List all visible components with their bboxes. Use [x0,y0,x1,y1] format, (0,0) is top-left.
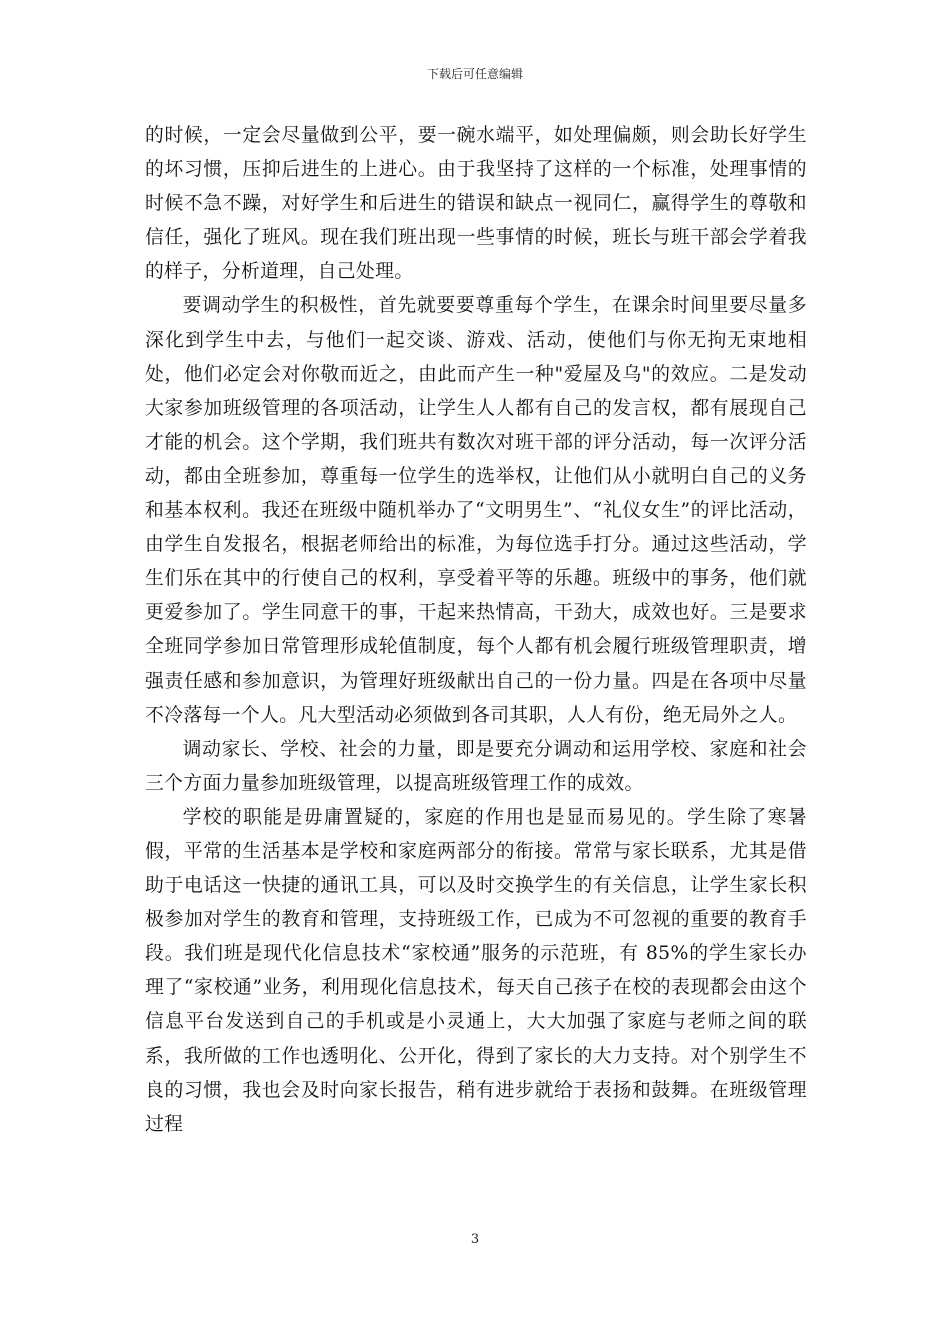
paragraph-3: 调动家长、学校、社会的力量，即是要充分调动和运用学校、家庭和社会三个方面力量参加班级管理，以提高班级管理工作的成效。 [145,738,807,794]
page-number: 3 [470,1232,480,1247]
paragraph-1: 的时候，一定会尽量做到公平，要一碗水端平，如处理偏颇，则会助长好学生的坏习惯，压抑后进生的上进心。由于我坚持了这样的一个标准，处理事情的时候不急不躁，对好学生和后进生的错误和缺点一视同仁，赢得学生的尊敬和信任，强化了班风。现在我们班出现一些事情的时候，班长与班干部会学着我的样子，分析道理，自己处理。 [145,125,807,283]
paragraph-4: 学校的职能是毋庸置疑的，家庭的作用也是显而易见的。学生除了寒暑假，平常的生活基本是学校和家庭两部分的衔接。常常与家长联系，尤其是借助于电话这一快捷的通讯工具，可以及时交换学生的有关信息，让学生家长积极参加对学生的教育和管理，支持班级工作，已成为不可忽视的重要的教育手段。我们班是现代化信息技术“家校通”服务的示范班，有 85%的学生家长办理了“家校通”业务，利用现化信息技术，每天自己孩子在校的表现都会由这个信息平台发送到自己的手机或是小灵通上，大大加强了家庭与老师之间的联系，我所做的工作也透明化、公开化，得到了家长的大力支持。对个别学生不良的习惯，我也会及时向家长报告，稍有进步就给于表扬和鼓舞。在班级管理过程 [145,806,807,1135]
document-body [145,119,807,1142]
paragraph-2: 要调动学生的积极性，首先就要要尊重每个学生，在课余时间里要尽量多深化到学生中去，与他们一起交谈、游戏、活动，使他们与你无拘无束地相处，他们必定会对你敬而近之，由此而产生一种"爱屋及乌"的效应。二是发动大家参加班级管理的各项活动，让学生人人都有自己的发言权，都有展现自己才能的机会。这个学期，我们班共有数次对班干部的评分活动，每一次评分活动，都由全班参加，尊重每一位学生的选举权，让他们从小就明白自己的义务和基本权利。我还在班级中随机举办了“文明男生”、“礼仪女生”的评比活动，由学生自发报名，根据老师给出的标准，为每位选手打分。通过这些活动，学生们乐在其中的行使自己的权利，享受着平等的乐趣。班级中的事务，他们就更爱参加了。学生同意干的事，干起来热情高，干劲大，成效也好。三是要求全班同学参加日常管理形成轮值制度，每个人都有机会履行班级管理职责，增强责任感和参加意识，为管理好班级献出自己的一份力量。四是在各项中尽量不冷落每一个人。凡大型活动必须做到各司其职，人人有份，绝无局外之人。 [145,295,807,726]
page-header: 下载后可任意编辑 [426,67,523,81]
